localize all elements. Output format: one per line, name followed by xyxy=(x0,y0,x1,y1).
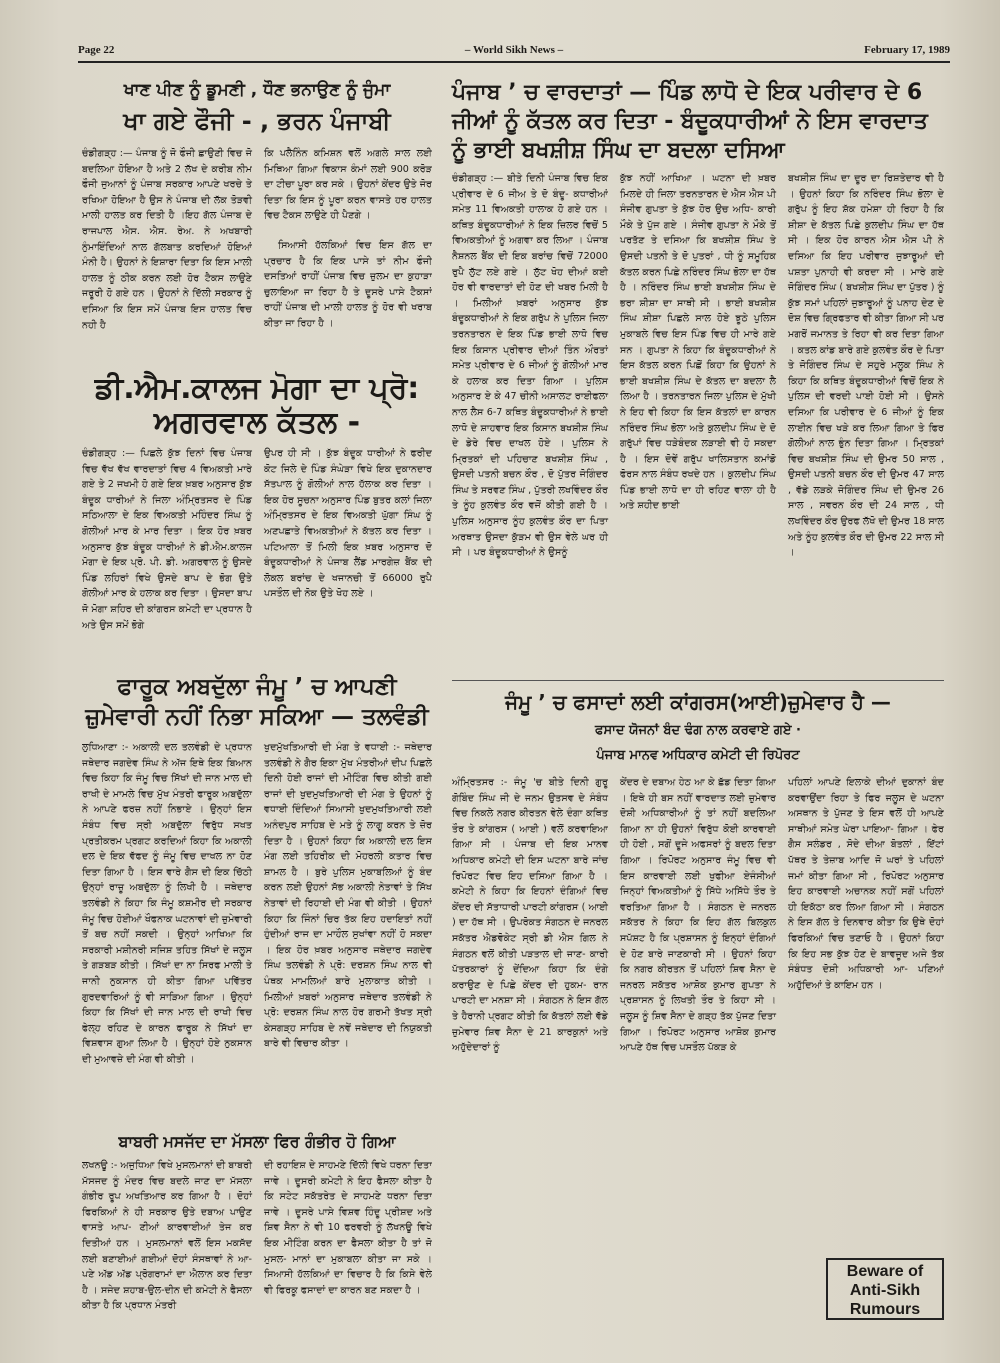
article-body-col-2: ਦੀ ਰਹਾਇਸ਼ ਦੇ ਸਾਹਮਣੇ ਦਿੱਲੀ ਵਿਖੇ ਧਰਨਾ ਦਿਤਾ ਜਾਵੇ । ਦੂਸਰੀ ਕਮੇਟੀ ਨੇ ਇਹ ਫੈਸਲਾ ਕੀਤਾ ਹੈ ਕਿ ਸਟੇਟ ਸਕੱਤਰੇਤ ਦੇ ਸਾਹਮਣੇ ਧਰਨਾ ਦਿਤਾ ਜਾਵੇ । ਦੂਸਰੇ ਪਾਸੇ ਵਿਸ਼ਵ ਹਿੰਦੂ ਪ੍ਰੀਸ਼ਦ ਅਤੇ ਸ਼ਿਵ ਸੈਨਾ ਨੇ ਵੀ 10 ਫਰਵਰੀ ਨੂੰ ਲੱਖਨਊ ਵਿਖੇ ਇਕ ਮੀਟਿੰਗ ਕਰਨ ਦਾ ਫੈਸਲਾ ਕੀਤਾ ਹੈ ਤਾਂ ਜੋ ਮੁਸਲ- ਮਾਨਾਂ ਦਾ ਮੁਕਾਬਲਾ ਕੀਤਾ ਜਾ ਸਕੇ । ਸਿਆਸੀ ਹੱਲਕਿਆਂ ਦਾ ਵਿਚਾਰ ਹੈ ਕਿ ਕਿਸੇ ਵੇਲੇ ਵੀ ਫਿਰਕੂ ਫਸਾਦਾਂ ਦਾ ਕਾਰਨ ਬਣ ਸਕਦਾ ਹੈ । xyxy=(264,1160,432,1296)
article-headline: ਪੰਜਾਬ ’ ਚ ਵਾਰਦਾਤਾਂ — ਪਿੰਡ ਲਾਧੋ ਦੇ ਇਕ ਪਰੀਵਾਰ ਦੇ 6 ਜੀਆਂ ਨੂੰ ਕੱਤਲ ਕਰ ਦਿਤਾ - ਬੰਦੂਕਧਾਰੀਆਂ ਨੇ ਇਸ ਵਾਰਦਾਤ ਨੂੰ ਭਾਈ ਬਖਸ਼ੀਸ਼ ਸਿੰਘ ਦਾ ਬਦਲਾ ਦਸਿਆ xyxy=(452,80,928,163)
article-subheadline-1: ਫਸਾਦ ਯੋਜਨਾਂ ਬੰਦ ਢੰਗ ਨਾਲ ਕਰਵਾਏ ਗਏ · xyxy=(595,723,801,738)
article-body-col-1: ਚੰਡੀਗੜ੍ਹ :— ਪੰਜਾਬ ਨੂੰ ਜੋ ਫੌਜੀ ਛਾਉਣੀ ਵਿਚ ਜੋ ਬਦਲਿਆ ਹੋਇਆ ਹੈ ਅਤੇ 2 ਲੱਖ ਦੇ ਕਰੀਬ ਨੀਮ ਫੌਜੀ ਜੁਆਨਾਂ ਨੂੰ ਪੰਜਾਬ ਸਰਕਾਰ ਆਪਣੇ ਖਰਚੇ ਤੇ ਰਖਿਆ ਹੋਇਆ ਹੈ ਉਸ ਨੇ ਪੰਜਾਬ ਦੀ ਲੱਕ ਤੋੜਵੀ ਮਾਲੀ ਹਾਲਤ ਕਰ ਦਿਤੀ ਹੈ ।ਇਹ ਗੱਲ ਪੰਜਾਬ ਦੇ ਰਾਜਪਾਲ ਐਸ. ਐਸ. ਰੇਅ. ਨੇ ਅਖਬਾਰੀ ਨੁੰਮਾਇੰਦਿਆਂ ਨਾਲ ਗੱਲਬਾਤ ਕਰਦਿਆਂ ਹੋਇਆਂ ਮੰਨੀ ਹੈ। ਉਹਨਾਂ ਨੇ ਇਸ਼ਾਰਾ ਦਿਤਾ ਕਿ ਇਸ ਮਾਲੀ ਹਾਲਤ ਨੂੰ ਠੀਕ ਕਰਨ ਲਈ ਹੋਰ ਟੈਕਸ ਲਾਉਣੇ ਜਰੂਰੀ ਹੋ ਗਏ ਹਨ । ਉਹਨਾਂ ਨੇ ਦਿੱਲੀ ਸਰਕਾਰ ਨੂੰ ਦਸਿਆ ਕਿ ਇਸ ਸਮੇਂ ਪੰਜਾਬ ਇਸ ਹਾਲਤ ਵਿਚ ਨਹੀ ਹੈ xyxy=(82,148,252,331)
article-headline-line-1: ਫਾਰੂਕ ਅਬਦੁੱਲਾ ਜੰਮੂ ’ ਚ ਆਪਣੀ xyxy=(117,674,397,700)
article-body-col-3: ਬਖਸ਼ੀਸ਼ ਸਿੰਘ ਦਾ ਦੂਰ ਦਾ ਰਿਸ਼ਤੇਦਾਰ ਵੀ ਹੈ । ਉਹਨਾਂ ਕਿਹਾ ਕਿ ਨਰਿੰਦਰ ਸਿੰਘ ਭੋਲਾ ਦੇ ਗਰੁੱਪ ਨੂੰ ਇਹ ਸ਼ੱਕ ਹਮੇਸ਼ਾ ਹੀ ਰਿਹਾ ਹੈ ਕਿ ਸ਼ੀਸ਼ਾ ਦੇ ਕੱਤਲ ਪਿਛੇ ਕੁਲਦੀਪ ਸਿੰਘ ਦਾ ਹੱਥ ਸੀ । ਇਕ ਹੋਰ ਕਾਰਨ ਐਸ ਐਸ ਪੀ ਨੇ ਦਸਿਆ ਕਿ ਇਹ ਪਰੀਵਾਰ ਜੁਝਾਰੂਆਂ ਦੀ ਪਸ਼ਤਾ ਪੁਨਾਹੀ ਵੀ ਕਰਦਾ ਸੀ । ਮਾਰੇ ਗਏ ਜੋਗਿੰਦਰ ਸਿੰਘ ( ਬਖਸ਼ੀਸ਼ ਸਿੰਘ ਦਾ ਪੁੱਤਰ ) ਨੂੰ ਕੁੱਝ ਸਮਾਂ ਪਹਿਲਾਂ ਜੁਝਾਰੂਆਂ ਨੂੰ ਪਨਾਹ ਦੇਣ ਦੇ ਦੋਸ਼ ਵਿਚ ਗ੍ਰਿਫਤਾਰ ਵੀ ਕੀਤਾ ਗਿਆ ਸੀ ਪਰ ਮਗਰੋਂ ਜਮਾਨਤ ਤੇ ਰਿਹਾ ਵੀ ਕਰ ਦਿਤਾ ਗਿਆ । ਕਤਲ ਕਾਂਡ ਬਾਰੇ ਗਏ ਕੁਲਵੰਤ ਕੌਰ ਦੇ ਪਿਤਾ ਤੇ ਜੋਗਿੰਦਰ ਸਿੰਘ ਦੇ ਸਹੁਰੇ ਮਲੂਕ ਸਿੰਘ ਨੇ ਕਿਹਾ ਕਿ ਕਥਿਤ ਬੰਦੂਕਧਾਰੀਆਂ ਵਿਚੋਂ ਇਕ ਨੇ ਪੁਲਿਸ ਦੀ ਵਰਦੀ ਪਾਈ ਹੋਈ ਸੀ । ਉਸਨੇ ਦਸਿਆ ਕਿ ਪਰੀਵਾਰ ਦੇ 6 ਜੀਆਂ ਨੂੰ ਇਕ ਲਾਈਨ ਵਿਚ ਖੜੇ ਕਰ ਲਿਆ ਗਿਆ ਤੇ ਫਿਰ ਗੋਲੀਆਂ ਨਾਲ ਭੁੰਨ ਦਿਤਾ ਗਿਆ । ਮ੍ਰਿਤਕਾਂ ਵਿਚ ਬਖਸ਼ੀਸ਼ ਸਿੰਘ ਦੀ ਉਮਰ 50 ਸਾਲ , ਉਸਦੀ ਪਤਨੀ ਬਚਨ ਕੌਰ ਦੀ ਉਮਰ 47 ਸਾਲ , ਵੱਡੇ ਲੜਕੇ ਜੋਗਿੰਦਰ ਸਿੰਘ ਦੀ ਉਮਰ 26 ਸਾਲ , ਸਵਰਨ ਕੌਰ ਦੀ 24 ਸਾਲ , ਧੀ ਲਖਵਿੰਦਰ ਕੌਰ ਉਰਫ ਲੱਖੋ ਦੀ ਉਮਰ 18 ਸਾਲ ਅਤੇ ਨੂੰਹ ਕੁਲਵੰਤ ਕੌਰ ਦੀ ਉਮਰ 22 ਸਾਲ ਸੀ । xyxy=(788,173,944,559)
article-body-col-2: ਕੇਂਦਰ ਦੇ ਦਬਾਅ ਹੇਠ ਆ ਕੇ ਛੱਡ ਦਿਤਾ ਗਿਆ । ਇਥੇ ਹੀ ਬਸ ਨਹੀਂ ਵਾਰਦਾਤ ਲਈ ਜ਼ੁਮੇਵਾਰ ਦੋਸ਼ੀ ਅਧਿਕਾਰੀਆਂ ਨੂੰ ਤਾਂ ਨਹੀਂ ਬਦਲਿਆ ਗਿਆ ਨਾ ਹੀ ਉਹਨਾਂ ਵਿਰੁੱਧ ਕੋਈ ਕਾਰਵਾਈ ਹੀ ਹੋਈ , ਸਗੋਂ ਦੂਜੇ ਅਫਸਰਾਂ ਨੂੰ ਬਦਲ ਦਿਤਾ ਗਿਆ । ਰਿਪੋਰਟ ਅਨੁਸਾਰ ਜੰਮੂ ਵਿਚ ਵੀ ਇਸ ਕਾਰਵਾਈ ਲਈ ਖੁਫੀਆ ਏਜੰਸੀਆਂ ਜਿਨ੍ਹਾਂ ਵਿਅਕਤੀਆਂ ਨੂੰ ਸਿੱਧੇ ਅਸਿੱਧੇ ਤੌਰ ਤੇ ਵਰਤਿਆ ਗਿਆ ਹੈ । ਸੰਗਠਨ ਦੇ ਜਨਰਲ ਸਕੱਤਰ ਨੇ ਕਿਹਾ ਕਿ ਇਹ ਗੱਲ ਬਿਲਕੁਲ ਸਪੱਸ਼ਟ ਹੈ ਕਿ ਪ੍ਰਸ਼ਾਸਨ ਨੂੰ ਇਨ੍ਹਾਂ ਦੰਗਿਆਂ ਦੇ ਹੋਣ ਬਾਰੇ ਜਾਣਕਾਰੀ ਸੀ । ਉਹਨਾਂ ਕਿਹਾ ਕਿ ਨਗਰ ਕੀਰਤਨ ਤੋਂ ਪਹਿਲਾਂ ਸ਼ਿਵ ਸੈਨਾ ਦੇ ਜਨਰਲ ਸਕੱਤਰ ਆਸ਼ੋਕ ਕੁਮਾਰ ਗੁਪਤਾ ਨੇ ਪ੍ਰਸ਼ਾਸਨ ਨੂੰ ਲਿਖਤੀ ਤੌਰ ਤੇ ਕਿਹਾ ਸੀ । ਜਲੂਸ ਨੂੰ ਸ਼ਿਵ ਸੈਨਾ ਦੇ ਗੜ੍ਹ ਤੱਕ ਪੁੱਜਣ ਦਿਤਾ ਗਿਆ । ਰਿਪੋਰਟ ਅਨੁਸਾਰ ਆਸ਼ੋਕ ਕੁਮਾਰ ਆਪਣੇ ਹੱਥ ਵਿਚ ਪਸਤੌਲ ਪੱਕੜ ਕੇ xyxy=(620,777,776,1054)
issue-date: February 17, 1989 xyxy=(864,44,950,56)
article-headline-line-2: ਅਗਰਵਾਲ ਕੱਤਲ - xyxy=(153,405,361,440)
article-body-col-1: ਲੁਧਿਆਣਾ :- ਅਕਾਲੀ ਦਲ ਤਲਵੰਡੀ ਦੇ ਪ੍ਰਧਾਨ ਜਥੇਦਾਰ ਜਗਦੇਵ ਸਿੰਘ ਨੇ ਅੱਜ ਇਥੇ ਇਕ ਬਿਆਨ ਵਿਚ ਕਿਹਾ ਕਿ ਜੰਮੂ ਵਿਚ ਸਿੱਖਾਂ ਦੀ ਜਾਨ ਮਾਲ ਦੀ ਰਾਖੀ ਦੇ ਮਾਮਲੇ ਵਿਚ ਮੁੱਖ ਮੰਤਰੀ ਫਾਰੂਕ ਅਬਦੁੱਲਾ ਨੇ ਆਪਣੇ ਫਰਜ਼ ਨਹੀਂ ਨਿਭਾਏ । ਉਨ੍ਹਾਂ ਇਸ ਸੰਬੰਧ ਵਿਚ ਸ੍ਰੀ ਅਬਦੁੱਲਾ ਵਿਰੁੱਧ ਸਖਤ ਪ੍ਰਤੀਕਰਮ ਪ੍ਰਗਟ ਕਰਦਿਆਂ ਕਿਹਾ ਕਿ ਅਕਾਲੀ ਦਲ ਦੇ ਇਕ ਵੱਫਦ ਨੂੰ ਜੰਮੂ ਵਿਚ ਦਾਖਲ ਨਾ ਹੋਣ ਦਿਤਾ ਗਿਆ ਹੈ । ਇਸ ਵਾਰੇ ਗੈਸ ਦੀ ਇਕ ਚਿੱਠੀ ਉਨ੍ਹਾਂ ਰਾਜ਼ੂ ਅਬਦੁੱਲਾ ਨੂੰ ਲਿਖੀ ਹੈ । ਜਥੇਦਾਰ ਤਲਵੰਡੀ ਨੇ ਕਿਹਾ ਕਿ ਜੰਮੂ ਕਸ਼ਮੀਰ ਦੀ ਸਰਕਾਰ ਜੰਮੂ ਵਿਚ ਹੋਈਆਂ ਖੌਫਨਾਕ ਘਟਨਾਵਾਂ ਦੀ ਜ਼ੁਮੇਵਾਰੀ ਤੋਂ ਬਚ ਨਹੀਂ ਸਕਦੀ । ਉਨ੍ਹਾਂ ਆਖਿਆ ਕਿ ਸਰਕਾਰੀ ਮਸ਼ੀਨਰੀ ਸਜਿਸ਼ ਤਹਿਤ ਸਿੱਖਾਂ ਦੇ ਜਲੂਸ ਤੇ ਗੜਬੜ ਕੀਤੀ । ਸਿੱਖਾਂ ਦਾ ਨਾ ਸਿਰਫ ਮਾਲੀ ਤੇ ਜਾਨੀ ਨੁਕਸਾਨ ਹੀ ਕੀਤਾ ਗਿਆ ਪਵਿੱਤਰ ਗੁਰਦਵਾਰਿਆਂ ਨੂੰ ਵੀ ਸਾੜਿਆ ਗਿਆ । ਉਨ੍ਹਾਂ ਕਿਹਾ ਕਿ ਸਿੱਖਾਂ ਦੀ ਜਾਨ ਮਾਲ ਦੀ ਰਾਖੀ ਵਿਚ ਫੇਲ੍ਹ ਰਹਿਣ ਦੇ ਕਾਰਨ ਫਾਰੂਕ ਨੇ ਸਿੱਖਾਂ ਦਾ ਵਿਸ਼ਵਾਸ ਗੁਆ ਲਿਆ ਹੈ । ਉਨ੍ਹਾਂ ਹੋਏ ਨੁਕਸਾਨ ਦੀ ਮੁਆਵਜ਼ੇ ਦੀ ਮੰਗ ਵੀ ਕੀਤੀ । xyxy=(82,742,252,1065)
section-divider xyxy=(452,680,944,681)
article-body-col-2: ਉਪਰ ਹੀ ਸੀ । ਕੁੱਝ ਬੰਦੂਕ ਧਾਰੀਆਂ ਨੇ ਫਰੀਦ ਕੋਟ ਜਿਲੇ ਦੇ ਪਿੰਡ ਸੰਘੇੜਾ ਵਿਖੇ ਇਕ ਦੁਕਾਨਦਾਰ ਸੱਤਪਾਲ ਨੂੰ ਗੋਲੀਆਂ ਨਾਲ ਹੱਲਾਕ ਕਰ ਦਿਤਾ । ਇਕ ਹੋਰ ਸੂਚਨਾ ਅਨੁਸਾਰ ਪਿੰਡ ਬੁਤਰ ਕਲਾਂ ਜਿਲਾ ਅੰਮ੍ਰਿਤਸਰ ਦੇ ਇਕ ਵਿਅਕਤੀ ਘੁੱਗਾ ਸਿੰਘ ਨੂੰ ਅਣਪਛਾਤੇ ਵਿਅਕਤੀਆਂ ਨੇ ਕੱਤਲ ਕਰ ਦਿਤਾ । ਪਟਿਆਲਾ ਤੋਂ ਮਿਲੀ ਇਕ ਖ਼ਬਰ ਅਨੁਸਾਰ ਦੋ ਬੰਦੂਕਧਾਰੀਆਂ ਨੇ ਪੰਜਾਬ ਲੈਂਡ ਮਾਰਗੇਜ਼ ਬੈਂਕ ਦੀ ਲੋਕਲ ਬਰਾਂਚ ਦੇ ਖਜਾਨਚੀ ਤੋਂ 66000 ਰੁਪੈ ਪਸਤੌਲ ਦੀ ਨੋਕ ਉਤੇ ਖੋਹ ਲਏ । xyxy=(264,448,432,600)
article-body-col-3: ਪਹਿਲਾਂ ਆਪਣੇ ਇਲਾਕੇ ਦੀਆਂ ਦੁਕਾਨਾਂ ਬੰਦ ਕਰਵਾਉਂਦਾ ਰਿਹਾ ਤੇ ਫਿਰ ਜਲੂਸ ਦੇ ਘਟਨਾ ਅਸਥਾਨ ਤੇ ਪੁੱਜਣ ਤੇ ਇਸ ਵਲੋਂ ਹੀ ਆਪਣੇ ਸਾਥੀਆਂ ਸਮੇਤ ਘੇਰਾ ਪਾਇਆ- ਗਿਆ । ਫੇਰ ਗੈਸ ਸਲੰਡਰ , ਸੋਦੇ ਦੀਆ ਬੋਤਲਾਂ , ਇੱਟਾਂ ਪੱਥਰ ਤੇ ਤੇਜ਼ਾਬ ਆਦਿ ਜੋ ਘਰਾਂ ਤੇ ਪਹਿਲਾਂ ਜਮਾਂ ਕੀਤਾ ਗਿਆ ਸੀ , ਰਿਪੋਰਟ ਅਨੁਸਾਰ ਇਹ ਕਾਰਵਾਈ ਅਚਾਨਕ ਨਹੀਂ ਸਗੋਂ ਪਹਿਲਾਂ ਹੀ ਇਕੱਠਾ ਕਰ ਲਿਆ ਗਿਆ ਸੀ । ਸੰਗਠਨ ਨੇ ਇਸ ਗੱਲ ਤੇ ਦਿਨਵਾਰ ਕੀਤਾ ਕਿ ਉਥੇ ਦੋਹਾਂ ਫਿਰਕਿਆਂ ਵਿਚ ਤਣਾਓ ਹੈ । ਉਹਨਾਂ ਕਿਹਾ ਕਿ ਇਹ ਸਭ ਕੁੱਝ ਹੋਣ ਦੇ ਬਾਵਜੂਦ ਅਜੇ ਤੱਕ ਸੰਬੰਧਤ ਦੋਸ਼ੀ ਅਧਿਕਾਰੀ ਆ- ਪਣਿਆਂ ਅਹੁੱਦਿਆਂ ਤੇ ਕਾਇਮ ਹਨ । xyxy=(788,777,944,991)
article-headline: ਬਾਬਰੀ ਮਸਜੱਦ ਦਾ ਮੱਸਲਾ ਫਿਰ ਗੰਭੀਰ ਹੋ ਗਿਆ xyxy=(118,1132,396,1151)
header-rule xyxy=(78,61,950,63)
article-headline-line-1: ਡੀ.ਐਮ.ਕਾਲਜ ਮੋਗਾ ਦਾ ਪ੍ਰੋ: xyxy=(94,371,420,406)
article-moga xyxy=(82,372,432,656)
article-body-col-2: ਖੁਦਮੁੱਖਤਿਆਰੀ ਦੀ ਮੰਗ ਤੇ ਵਧਾਈ :- ਜਥੇਦਾਰ ਤਲਵੰਡੀ ਨੇ ਗੈਰ ਇਕਾ ਮੁੱਖ ਮੰਤਰੀਆਂ ਦੀਪ ਪਿਛਲੇ ਦਿਨੀ ਹੋਈ ਰਾਜਾਂ ਦੀ ਮੀਟਿੰਗ ਵਿਚ ਕੀਤੀ ਗਈ ਰਾਜਾਂ ਦੀ ਖੁਦਮੁਖਤਿਆਰੀ ਦੀ ਮੰਗ ਤੇ ਉਹਨਾਂ ਨੂੰ ਵਧਾਈ ਦਿੰਦਿਆਂ ਸਿਆਸੀ ਖੁਦਮੁਖਤਿਆਰੀ ਲਈ ਅਨੰਦਪੁਰ ਸਾਹਿਬ ਦੇ ਮਤੇ ਨੂੰ ਲਾਗੂ ਕਰਨ ਤੇ ਜ਼ੋਰ ਦਿਤਾ ਹੈ । ਉਹਨਾਂ ਕਿਹਾ ਕਿ ਅਕਾਲੀ ਦਲ ਇਸ ਮੰਗ ਲਈ ਤਹਿਰੀਕ ਦੀ ਮੋਹਰਲੀ ਕਤਾਰ ਵਿਚ ਸ਼ਾਮਲ ਹੈ । ਬੁਰੇ ਪੁਲਿਸ ਮੁਕਾਬਲਿਆਂ ਨੂੰ ਬੰਦ ਕਰਨ ਲਈ ਉਹਨਾਂ ਸੱਭ ਅਕਾਲੀ ਨੇਤਾਵਾਂ ਤੇ ਸਿੱਖ ਨੇਤਾਵਾਂ ਦੀ ਰਿਹਾਈ ਦੀ ਮੰਗ ਵੀ ਕੀਤੀ । ਉਹਨਾਂ ਕਿਹਾ ਕਿ ਜਿੰਨਾਂ ਚਿਰ ਤੱਕ ਇਹ ਹਦਾਇਤਾਂ ਨਹੀਂ ਹੁੰਦੀਆਂ ਰਾਜ ਦਾ ਮਾਹੌਲ ਸੁਖਾਂਵਾ ਨਹੀਂ ਹੋ ਸਕਦਾ । ਇਕ ਹੋਰ ਖ਼ਬਰ ਅਨੁਸਾਰ ਜਥੇਦਾਰ ਜਗਦੇਵ ਸਿੰਘ ਤਲਵੰਡੀ ਨੇ ਪ੍ਰੋ: ਦਰਸ਼ਨ ਸਿੰਘ ਨਾਲ ਵੀ ਪੰਥਕ ਮਾਮਲਿਆਂ ਬਾਰੇ ਮੁਲਾਕਾਤ ਕੀਤੀ । ਮਿਲੀਆਂ ਖ਼ਬਰਾਂ ਅਨੁਸਾਰ ਜਥੇਦਾਰ ਤਲਵੰਡੀ ਨੇ ਪ੍ਰੋ: ਦਰਸ਼ਨ ਸਿੰਘ ਨਾਲ ਹੋਰ ਗਰਮੀ ਤੱਖਤ ਸ੍ਰੀ ਕੇਸਗੜ੍ਹ ਸਾਹਿਬ ਦੇ ਨਵੇਂ ਜਥੇਦਾਰ ਦੀ ਨਿਯੁਕਤੀ ਬਾਰੇ ਵੀ ਵਿਚਾਰ ਕੀਤਾ । xyxy=(264,742,432,1050)
article-body-col-1: ਅੰਮ੍ਰਿਤਸਰ :- ਜੰਮੂ 'ਚ ਬੀਤੇ ਦਿਨੀ ਗੁਰੂ ਗੋਬਿੰਦ ਸਿੰਘ ਜੀ ਦੇ ਜਨਮ ਉਤਸਵ ਦੇ ਸੰਬੰਧ ਵਿਚ ਨਿਕਲੇ ਨਗਰ ਕੀਰਤਨ ਵੇਲੇ ਦੰਗਾ ਕਥਿਤ ਤੌਰ ਤੇ ਕਾਂਗਰਸ ( ਆਈ ) ਵਲੋਂ ਕਰਵਾਇਆ ਗਿਆ ਸੀ । ਪੰਜਾਬ ਦੀ ਇਕ ਮਾਨਵ ਅਧਿਕਾਰ ਕਮੇਟੀ ਦੀ ਇਸ ਘਟਨਾ ਬਾਰੇ ਜਾਂਚ ਰਿਪੋਰਟ ਵਿਚ ਇਹ ਦਸਿਆ ਗਿਆ ਹੈ । ਕਮੇਟੀ ਨੇ ਕਿਹਾ ਕਿ ਇਹਨਾਂ ਦੰਗਿਆਂ ਵਿਚ ਕੇਂਦਰ ਦੀ ਸੱਤਾਧਾਰੀ ਪਾਰਟੀ ਕਾਂਗਰਸ ( ਆਈ ) ਦਾ ਹੱਥ ਸੀ । ਉਪਰੋਕਤ ਸੰਗਠਨ ਦੇ ਜਨਰਲ ਸਕੱਤਰ ਐਡਵੋਕੇਟ ਸ੍ਰੀ ਡੀ ਐਸ ਗਿਲ ਨੇ ਸੰਗਠਨ ਵਲੋਂ ਕੀਤੀ ਪੜਤਾਲ ਦੀ ਜਾਣ- ਕਾਰੀ ਪੱਤਰਕਾਰਾਂ ਨੂੰ ਦੇਂਦਿਆ ਕਿਹਾ ਕਿ ਦੰਗੇ ਕਰਾਉਣ ਦੇ ਪਿਛੇ ਕੇਂਦਰ ਦੀ ਹੁਕਮ- ਰਾਨ ਪਾਰਟੀ ਦਾ ਮਨਸ਼ਾ ਸੀ । ਸੰਗਠਨ ਨੇ ਇਸ ਗੱਲ ਤੇ ਹੈਰਾਨੀ ਪ੍ਰਗਟ ਕੀਤੀ ਕਿ ਕੱਤਲਾਂ ਲਈ ਵੱਡੇ ਜ਼ੁਮੇਵਾਰ ਸ਼ਿਵ ਸੈਨਾ ਦੇ 21 ਕਾਰਕੁਨਾਂ ਅਤੇ ਅਹੁੱਦੇਦਾਰਾਂ ਨੂੰ xyxy=(452,777,608,1054)
article-jammu xyxy=(452,690,944,1311)
article-body-col-1: ਚੰਡੀਗੜ੍ਹ :— ਪਿਛਲੇ ਕੁੱਝ ਦਿਨਾਂ ਵਿਚ ਪੰਜਾਬ ਵਿਚ ਵੱਖ ਵੱਖ ਵਾਰਦਾਤਾਂ ਵਿਚ 4 ਵਿਅਕਤੀ ਮਾਰੇ ਗਏ ਤੇ 2 ਜਖਮੀ ਹੋ ਗਏ ਇਕ ਖ਼ਬਰ ਅਨੁਸਾਰ ਕੁੱਝ ਬੰਦੂਕ ਧਾਰੀਆਂ ਨੇ ਜਿਲਾ ਅੰਮ੍ਰਿਤਸਰ ਦੇ ਪਿੰਡ ਸਠਿਆਲਾ ਦੇ ਇਕ ਵਿਅਕਤੀ ਮਹਿੰਦਰ ਸਿੰਘ ਨੂੰ ਗੋਲੀਆਂ ਮਾਰ ਕੇ ਮਾਰ ਦਿਤਾ । ਇਕ ਹੋਰ ਖ਼ਬਰ ਅਨੁਸਾਰ ਕੁੱਝ ਬੰਦੂਕ ਧਾਰੀਆਂ ਨੇ ਡੀ.ਐਮ.ਕਾਲਜ ਮੋਗਾ ਦੇ ਇਕ ਪ੍ਰੋ. ਪੀ. ਡੀ. ਅਗਰਵਾਲ ਨੂੰ ਉਸਦੇ ਪਿੰਡ ਲਹਿਰਾਂ ਵਿਖੇ ਉਸਦੇ ਬਾਪ ਦੇ ਭੋਗ ਉਤੇ ਗੋਲੀਆਂ ਮਾਰ ਕੇ ਹਲਾਕ ਕਰ ਦਿਤਾ । ਉਸਦਾ ਬਾਪ ਜੋ ਮੋਗਾ ਸ਼ਹਿਰ ਦੀ ਕਾਂਗਰਸ ਕਮੇਟੀ ਦਾ ਪ੍ਰਧਾਨ ਹੈ ਅਤੇ ਉਸ ਸਮੇਂ ਭੋਗੇ xyxy=(82,448,252,631)
page-number: Page 22 xyxy=(78,44,115,56)
boxed-notice xyxy=(826,1258,944,1320)
article-subheadline-2: ਪੰਜਾਬ ਮਾਨਵ ਅਧਿਕਾਰ ਕਮੇਟੀ ਦੀ ਰਿਪੋਰਟ xyxy=(596,748,800,763)
article-body-col-1: ਲਖਨਊ :- ਅਜੁਧਿਆ ਵਿਖੇ ਮੁਸਲਮਾਨਾਂ ਦੀ ਬਾਬਰੀ ਮੱਸਜਦ ਨੂੰ ਮੰਦਰ ਵਿਚ ਬਦਲੇ ਜਾਣ ਦਾ ਮੱਸਲਾ ਗੰਭੀਰ ਰੂਪ ਅਖਤਿਆਰ ਕਰ ਗਿਆ ਹੈ । ਦੋਹਾਂ ਫਿਰਕਿਆਂ ਨੇ ਹੀ ਸਰਕਾਰ ਉਤੇ ਦਬਾਅ ਪਾਉਣ ਵਾਸਤੇ ਆਪ- ਣੀਆਂ ਕਾਰਵਾਈਆਂ ਤੇਜ ਕਰ ਦਿਤੀਆਂ ਹਨ । ਮੁਸਲਮਾਨਾਂ ਵਲੋਂ ਇਸ ਮਕਸੱਦ ਲਈ ਬਣਾਈਆਂ ਗਈਆਂ ਦੋਹਾਂ ਸੰਸਥਾਵਾਂ ਨੇ ਆ- ਪਣੇ ਅੱਡ ਅੱਡ ਪ੍ਰੋਗਰਾਮਾਂ ਦਾ ਐਲਾਨ ਕਰ ਦਿਤਾ ਹੈ । ਸਜੇਦ ਸ਼ਹਾਬ-ਉਲ-ਦੀਨ ਦੀ ਕਮੇਟੀ ਨੇ ਫੈਸਲਾ ਕੀਤਾ ਹੈ ਕਿ ਪ੍ਰਧਾਨ ਮੰਤਰੀ xyxy=(82,1160,252,1312)
article-body-col-1: ਚੰਡੀਗੜ੍ਹ :— ਬੀਤੇ ਦਿਨੀ ਪੰਜਾਬ ਵਿਚ ਇਕ ਪ੍ਰੀਵਾਰ ਦੇ 6 ਜੀਅ ਤੇ ਦੋ ਬੰਦੂ- ਕਧਾਰੀਆਂ ਸਮੇਤ 11 ਵਿਅਕਤੀ ਹਾਲਾਕ ਹੋ ਗਏ ਹਨ । ਕਥਿਤ ਬੰਦੂਕਧਾਰੀਆਂ ਨੇ ਇਕ ਜ਼ਿਲਰ ਵਿਚੋਂ 5 ਵਿਅਕਤੀਆਂ ਨੂੰ ਅਗਵਾ ਕਰ ਲਿਆ । ਪੰਜਾਬ ਨੈਸ਼ਨਲ ਬੈਂਕ ਦੀ ਇਕ ਬਰਾਂਚ ਵਿਚੋਂ 72000 ਰੁਪੈ ਲੁੱਟ ਲਏ ਗਏ । ਲੁੱਟ ਖੋਹ ਦੀਆਂ ਕਈ ਹੋਰ ਵੀ ਵਾਰਦਾਤਾਂ ਦੀ ਹੋਣ ਦੀ ਖਬਰ ਮਿਲੀ ਹੈ । ਮਿਲੀਆਂ ਖ਼ਬਰਾਂ ਅਨੁਸਾਰ ਕੁੱਝ ਬੰਦੂਕਧਾਰੀਆਂ ਨੇ ਇਕ ਗਰੁੱਪ ਨੇ ਪੁਲਿਸ ਜਿਲਾ ਤਰਨਤਾਰਨ ਦੇ ਇਕ ਪਿੰਡ ਭਾਈ ਲਾਧੋ ਵਿਚ ਇਕ ਕਿਸਾਨ ਪ੍ਰੀਵਾਰ ਦੀਆਂ ਤਿੰਨ ਔਰਤਾਂ ਸਮੇਤ ਪ੍ਰੀਵਾਰ ਦੇ 6 ਜੀਆਂ ਨੂੰ ਗੋਲੀਆਂ ਮਾਰ ਕੇ ਹਲਾਕ ਕਰ ਦਿਤਾ ਗਿਆ । ਪੁਲਿਸ ਅਨੁਸਾਰ ਏ ਕੇ 47 ਚੀਨੀ ਅਸਾਲਟ ਰਾਈਫਲਾ ਨਾਲ ਲੈਸ 6-7 ਕਥਿਤ ਬੰਦੂਕਧਾਰੀਆਂ ਨੇ ਭਾਈ ਲਾਧੋ ਦੇ ਸ਼ਾਹਵਾਰ ਇਕ ਕਿਸਾਨ ਬਖਸ਼ੀਸ਼ ਸਿੰਘ ਦੇ ਡੇਰੇ ਵਿਚ ਦਾਖਲ ਹੋਏ । ਪੁਲਿਸ ਨੇ ਮ੍ਰਿਤਕਾਂ ਦੀ ਪਹਿਚਾਣ ਬਖਸ਼ੀਸ਼ ਸਿੰਘ , ਉਸਦੀ ਪਤਨੀ ਬਚਨ ਕੌਰ , ਦੋ ਪੁੱਤਰ ਜੋਗਿੰਦਰ ਸਿੰਘ ਤੇ ਸਰਵਣ ਸਿੰਘ , ਪੁੱਤਰੀ ਲਖਵਿੰਦਰ ਕੌਰ ਤੇ ਨੂੰਹ ਕੁਲਵੰਤ ਕੌਰ ਵਜੋਂ ਕੀਤੀ ਗਈ ਹੈ । ਪੁਲਿਸ ਅਨੁਸਾਰ ਨੂੰਹ ਕੁਲਵੰਤ ਕੌਰ ਦਾ ਪਿਤਾ ਅਰਥਾਤ ਉਸਦਾ ਕੁੱੜਮ ਵੀ ਉਸ ਵੇਲੇ ਘਰ ਹੀ ਸੀ । ਪਰ ਬੰਦੂਕਧਾਰੀਆਂ ਨੇ ਉਸਨੂੰ xyxy=(452,173,608,559)
article-body-col-2a: ਕਿ ਪਲੈਨਿੰਨ ਕਮਿਸ਼ਨ ਵਲੋਂ ਅਗਲੇ ਸਾਲ ਲਈ ਮਿਥਿਆ ਗਿਆ ਵਿਕਾਸ ਕੰਮਾਂ ਲਈ 900 ਕਰੋੜ ਦਾ ਟੀਚਾ ਪੂਰਾ ਕਰ ਸਕੇ । ਉਹਨਾਂ ਕੇਂਦਰ ਉਤੇ ਜੋਰ ਦਿਤਾ ਕਿ ਇਸ ਨੂੰ ਪੂਰਾ ਕਰਨ ਵਾਸਤੇ ਹਰ ਹਾਲਤ ਵਿਚ ਟੈਕਸ ਲਾਉਣੇ ਹੀ ਪੈਣਗੇ । xyxy=(264,148,432,222)
article-headline: ਖਾ ਗਏ ਫੌਜੀ - , ਭਰਨ ਪੰਜਾਬੀ xyxy=(123,107,391,135)
page-header xyxy=(78,44,950,60)
article-body-col-2b: ਸਿਆਸੀ ਹੱਲਕਿਆਂ ਵਿਚ ਇਸ ਗੱਲ ਦਾ ਪ੍ਰਚਾਰ ਹੈ ਕਿ ਇਕ ਪਾਸੇ ਤਾਂ ਨੀਮ ਫੌਜੀ ਦਸਤਿਆਂ ਰਾਹੀਂ ਪੰਜਾਬ ਵਿਚ ਜ਼ੁਲਮ ਦਾ ਕੁਹਾੜਾ ਚੁਲਾਇਆ ਜਾ ਰਿਹਾ ਹੈ ਤੇ ਦੂਸਰੇ ਪਾਸੇ ਟੈਕਸਾਂ ਰਾਹੀਂ ਪੰਜਾਬ ਦੀ ਮਾਲੀ ਹਾਲਤ ਨੂੰ ਹੋਰ ਵੀ ਖਰਾਬ ਕੀਤਾ ਜਾ ਰਿਹਾ ਹੈ । xyxy=(264,239,432,329)
publication-name: – World Sikh News – xyxy=(464,44,564,56)
notice-line-3: Rumours xyxy=(849,1301,921,1318)
article-kicker: ਖਾਣ ਪੀਣ ਨੂੰ ਡੂਮਣੀ , ਧੌਣ ਭਨਾਉਣ ਨੂੰ ਜੁੰਮਾ xyxy=(123,80,391,100)
notice-line-2: Anti-Sikh xyxy=(849,1282,921,1299)
article-headline-line-2: ਜ਼ੁਮੇਵਾਰੀ ਨਹੀਂ ਨਿਭਾ ਸਕਿਆ — ਤਲਵੰਡੀ xyxy=(85,704,429,730)
article-farooq xyxy=(82,672,432,1122)
article-ladho xyxy=(452,78,944,663)
notice-line-1: Beware of xyxy=(846,1263,924,1280)
article-babri xyxy=(82,1132,432,1330)
article-body-col-2: ਕੁੱਝ ਨਹੀਂ ਆਖਿਆ । ਘਟਨਾ ਦੀ ਖ਼ਬਰ ਮਿਲਦੇ ਹੀ ਜਿਲਾ ਤਰਨਤਾਰਨ ਦੇ ਐਸ ਐਸ ਪੀ ਸੰਜੀਵ ਗੁਪਤਾ ਤੇ ਕੁੱਝ ਹੋਰ ਉਚ ਅਧਿ- ਕਾਰੀ ਮੌਕੇ ਤੇ ਪੁੱਜ ਗਏ । ਸੰਜੀਵ ਗੁਪਤਾ ਨੇ ਮੌਕੇ ਤੋਂ ਪਰਤੱਣ ਤੇ ਦਸਿਆ ਕਿ ਬਖਸ਼ੀਸ਼ ਸਿੰਘ ਤੇ ਉਸਦੀ ਪਤਨੀ ਤੇ ਦੋ ਪੁਤਰਾਂ , ਧੀ ਨੂੰ ਸਮੂਹਿਕ ਕੱਤਲ ਕਰਨ ਪਿਛੇ ਨਰਿੰਦਰ ਸਿੰਘ ਭੋਲਾ ਦਾ ਹੱਥ ਹੈ । ਨਰਿੰਦਰ ਸਿੰਘ ਭਾਈ ਬਖਸ਼ੀਸ਼ ਸਿੰਘ ਦੇ ਭਰਾ ਸ਼ੀਸ਼ਾ ਦਾ ਸਾਥੀ ਸੀ । ਭਾਈ ਬਖਸ਼ੀਸ਼ ਸਿੰਘ ਸ਼ੀਸ਼ਾ ਪਿਛਲੇ ਸਾਲ ਹੋਏ ਝੂਠੇ ਪੁਲਿਸ ਮੁਕਾਬਲੇ ਵਿਚ ਇਸ ਪਿੰਡ ਵਿਚ ਹੀ ਮਾਰੇ ਗਏ ਸਨ । ਗੁਪਤਾ ਨੇ ਕਿਹਾ ਕਿ ਬੰਦੂਕਧਾਰੀਆਂ ਨੇ ਇਸ ਕੱਤਲ ਕਰਨ ਪਿਛੋਂ ਕਿਹਾ ਕਿ ਉਹਨਾਂ ਨੇ ਭਾਈ ਬਖਸ਼ੀਸ਼ ਸਿੰਘ ਦੇ ਕੱਤਲ ਦਾ ਬਦਲਾ ਲੈ ਲਿਆ ਹੈ । ਤਰਨਤਾਰਨ ਜਿਲਾ ਪੁਲਿਸ ਦੇ ਮੁੱਖੀ ਨੇ ਇਹ ਵੀ ਕਿਹਾ ਕਿ ਇਸ ਕੱਤਲਾਂ ਦਾ ਕਾਰਨ ਨਰਿੰਦਰ ਸਿੰਘ ਭੋਲਾ ਅਤੇ ਕੁਲਦੀਪ ਸਿੰਘ ਦੇ ਦੋ ਗਰੁੱਪਾਂ ਵਿਚ ਧੜੇਬੰਦਕ ਲੜਾਈ ਵੀ ਹੋ ਸਕਦਾ ਹੈ । ਇਸ ਦੋਵੇਂ ਗਰੁੱਪ ਖਾਲਿਸਤਾਨ ਕਮਾਂਡੋ ਫੋਰਸ ਨਾਲ ਸੰਬੰਧ ਰਖਦੇ ਹਨ । ਕੁਲਦੀਪ ਸਿੰਘ ਪਿੰਡ ਭਾਈ ਲਾਧੋ ਦਾ ਹੀ ਰਹਿਣ ਵਾਲਾ ਹੀ ਹੈ ਅਤੇ ਸ਼ਹੀਦ ਭਾਈ xyxy=(620,173,776,512)
article-headline: ਜੰਮੂ ’ ਚ ਫਸਾਦਾਂ ਲਈ ਕਾਂਗਰਸ(ਆਈ)ਜ਼ੁਮੇਵਾਰ ਹੈ — xyxy=(505,690,891,714)
article-fauji xyxy=(82,80,432,336)
